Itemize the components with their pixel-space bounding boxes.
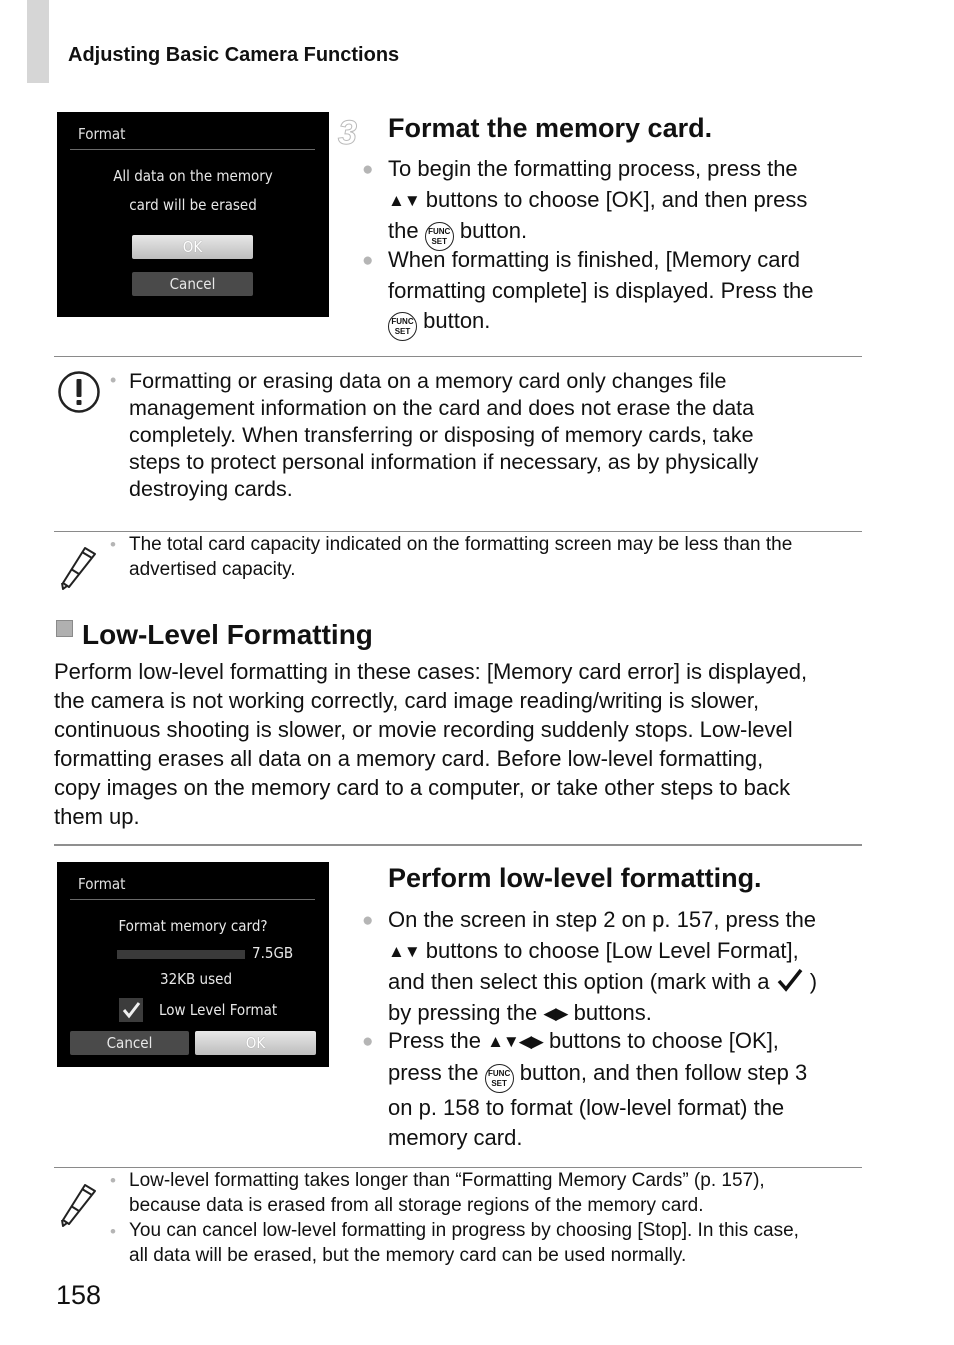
text-line: Perform low-level formatting in these cases: [Memory card error] is displayed, (54, 659, 808, 684)
low-level-heading: Low-Level Formatting (82, 619, 373, 650)
bullet-dot: • (110, 1222, 116, 1241)
left-right-arrows-icon: ◀▶ (543, 1003, 568, 1023)
text-line (388, 185, 868, 217)
step-number: 3 (338, 114, 357, 152)
screen-message-2: card will be erased (129, 196, 257, 214)
text-span: by pressing the (388, 999, 538, 1025)
text-span: buttons to choose [Low Level Format], (425, 937, 799, 963)
bullet-dot: ● (362, 910, 374, 931)
pencil-icon (57, 1180, 101, 1228)
bullet-dot: ● (362, 250, 374, 271)
set-label: SET (394, 327, 411, 336)
func-label: FUNC (428, 227, 451, 236)
step-low-bullet-1 (388, 905, 868, 1029)
text-line: copy images on the memory card to a computer, or take other steps to back (54, 775, 791, 800)
text-span: button. (423, 308, 491, 333)
text-line (388, 306, 868, 341)
func-set-button-icon (485, 1064, 514, 1093)
checkmark-icon (776, 968, 804, 992)
step3-bullet-1 (388, 154, 868, 251)
text-line: on p. 158 to format (low-level format) the (388, 1094, 785, 1120)
four-way-arrows-icon: ▲▼◀▶ (487, 1032, 543, 1051)
screen-question: Format memory card? (118, 917, 268, 935)
text-line: completely. When transferring or disposing of memory cards, take (129, 423, 754, 447)
text-span: buttons to choose [OK], and then press (425, 186, 808, 212)
text-span: buttons. (573, 999, 652, 1025)
pencil-icon (57, 543, 101, 591)
screen-divider (70, 149, 315, 150)
text-line: Formatting or erasing data on a memory card only changes file (129, 369, 727, 393)
text-line: When formatting is finished, [Memory card (388, 247, 801, 272)
page-number: 158 (56, 1280, 102, 1310)
set-label: SET (491, 1078, 507, 1088)
text-span: button, and then follow step 3 (519, 1059, 808, 1085)
text-span: Press the (388, 1028, 481, 1053)
text-line: memory card. (388, 1125, 523, 1150)
screen-divider (70, 899, 315, 900)
text-line (388, 967, 868, 998)
set-label: SET (431, 237, 447, 246)
text-line: them up. (54, 804, 140, 829)
step3-bullet-2 (388, 245, 868, 341)
func-label: FUNC (391, 317, 414, 326)
text-line: To begin the formatting process, press the (388, 156, 798, 181)
text-span: button. (459, 218, 528, 243)
section-side-tab (27, 0, 49, 83)
screen-ok-button (195, 1031, 316, 1055)
step-title: Format the memory card. (388, 113, 713, 143)
screen-ok-label: OK (245, 1034, 266, 1052)
capacity-bar (117, 950, 245, 959)
text-line: On the screen in step 2 on p. 157, press the (388, 907, 817, 932)
divider (54, 531, 862, 532)
up-down-arrows-icon: ▲▼ (388, 941, 420, 961)
screen-ok-button (132, 235, 253, 259)
checkbox-label: Low Level Format (159, 1001, 278, 1019)
text-line: management information on the card and does not erase the data (129, 396, 755, 420)
divider (54, 844, 862, 846)
screen-cancel-button: Cancel (70, 1031, 189, 1055)
caution-text (129, 368, 869, 503)
text-line: You can cancel low-level formatting in progress by choosing [Stop]. In this case, (129, 1220, 799, 1241)
format-screen-image (57, 112, 329, 317)
low-level-paragraph (54, 657, 874, 831)
bullet-dot: ● (362, 159, 374, 180)
text-span: the (388, 218, 419, 243)
bullet-dot: ● (362, 1031, 374, 1052)
screen-title: Format (78, 125, 126, 143)
screen-message-1: All data on the memory (113, 167, 273, 185)
text-line: continuous shooting is slower, or movie recording suddenly stops. Low-level (54, 717, 793, 742)
screen-cancel-button: Cancel (132, 272, 253, 296)
caution-icon (57, 370, 101, 414)
divider (54, 1167, 862, 1168)
bullet-dot: • (110, 1171, 116, 1190)
text-line: the camera is not working correctly, card image reading/writing is slower, (54, 688, 760, 713)
text-line (388, 998, 868, 1030)
text-line: because data is erased from all storage regions of the memory card. (129, 1194, 704, 1216)
text-line: Low-level formatting takes longer than “Formatting Memory Cards” (p. 157), (129, 1170, 765, 1191)
text-line: destroying cards. (129, 477, 293, 501)
step-low-bullet-2 (388, 1026, 868, 1154)
text-span: ) (809, 969, 818, 994)
up-down-arrows-icon: ▲▼ (388, 190, 420, 210)
bullet-dot: • (110, 535, 116, 554)
section-header: Adjusting Basic Camera Functions (68, 44, 400, 66)
check-icon (119, 998, 143, 1022)
low-level-format-screen-image (57, 862, 329, 1067)
screen-title: Format (78, 875, 126, 893)
text-span: press the (388, 1059, 479, 1085)
text-line: all data will be erased, but the memory card can be used normally. (129, 1244, 687, 1266)
screen-ok-label: OK (182, 238, 203, 256)
func-label: FUNC (488, 1068, 511, 1078)
text-line: The total card capacity indicated on the formatting screen may be less than the (129, 534, 793, 555)
capacity-value: 7.5GB (252, 944, 294, 962)
text-line: formatting complete] is displayed. Press the (388, 277, 814, 303)
text-line (388, 1058, 868, 1093)
text-line: steps to protect personal information if necessary, as by physically (129, 450, 759, 474)
func-set-button-icon (388, 312, 417, 341)
text-line (388, 1026, 868, 1058)
step-title: Perform low-level formatting. (388, 863, 762, 893)
note2-item-2 (129, 1219, 869, 1268)
text-span: buttons to choose [OK], (549, 1028, 779, 1053)
note2-item-1 (129, 1169, 869, 1218)
used-value: 32KB used (160, 970, 233, 988)
checkbox (119, 998, 143, 1022)
text-span: and then select this option (mark with a (388, 969, 770, 994)
bullet-dot: • (110, 370, 117, 390)
divider (54, 356, 862, 357)
text-line: formatting erases all data on a memory card. Before low-level formatting, (54, 746, 764, 771)
text-line (388, 936, 868, 968)
note1-text (129, 533, 869, 582)
heading-square-icon (56, 620, 73, 637)
text-line: advertised capacity. (129, 558, 296, 580)
